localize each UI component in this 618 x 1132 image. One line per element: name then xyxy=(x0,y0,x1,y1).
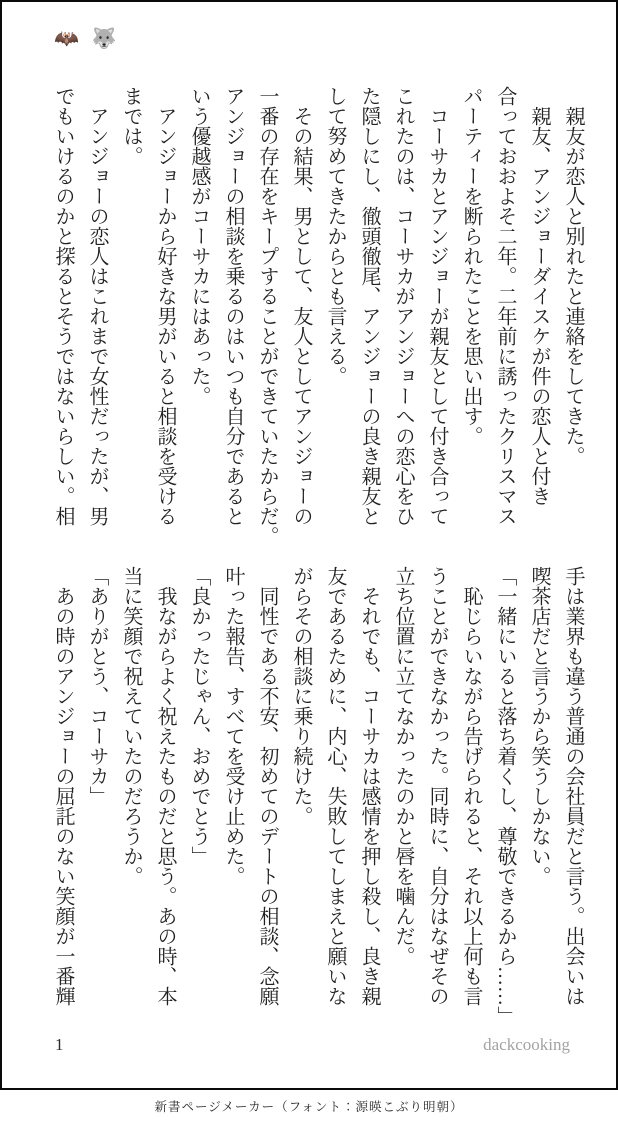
text-line: 叶った報告、すべてを受け止めた。 xyxy=(222,566,244,886)
text-line: がらその相談に乗り続けた。 xyxy=(290,566,312,826)
text-line: 手は業界も違う普通の会社員だと言う。出会いは xyxy=(562,566,584,1006)
text-line: 立ち位置に立てなかったのかと唇を噛んだ。 xyxy=(392,566,414,966)
author-credit: dackcooking xyxy=(483,1035,570,1054)
text-line: 当に笑顔で祝えていたのだろうか。 xyxy=(120,566,142,886)
text-line: 「一緒にいると落ち着くし、尊敬できるから……」 xyxy=(494,566,516,1026)
generator-caption: 新書ページメーカー（フォント：源暎こぶり明朝） xyxy=(154,1100,464,1114)
text-line: 合っておおよそ二年。二年前に誘ったクリスマス xyxy=(494,86,516,526)
text-line: これたのは、コーサカがアンジョーへの恋心をひ xyxy=(392,86,414,526)
text-line: アンジョーから好きな男がいると相談を受ける xyxy=(154,86,176,526)
text-line: それでも、コーサカは感情を押し殺し、良き親 xyxy=(358,566,380,1006)
page-number: 1 xyxy=(55,1035,64,1054)
text-line: パーティーを断られたことを思い出す。 xyxy=(460,86,482,446)
wolf-icon: 🐺 xyxy=(91,28,121,50)
text-line: その結果、男として、友人としてアンジョーの xyxy=(290,86,312,526)
text-line: でもいけるのかと探るとそうではないらしい。相 xyxy=(52,86,74,526)
text-line: までは。 xyxy=(120,86,142,166)
page-footer xyxy=(2,1035,618,1059)
text-line: た隠しにし、徹頭徹尾、アンジョーの良き親友と xyxy=(358,86,380,526)
text-line: コーサカとアンジョーが親友として付き合って xyxy=(426,86,448,526)
text-line: 我ながらよく祝えたものだと思う。あの時、本 xyxy=(154,566,176,1006)
text-line: 親友、アンジョーダイスケが件の恋人と付き xyxy=(528,86,550,506)
text-line: 同性である不安、初めてのデートの相談、念願 xyxy=(256,566,278,1006)
text-line: 親友が恋人と別れたと連絡をしてきた。 xyxy=(562,86,584,466)
text-line: アンジョーの相談を乗るのはいつも自分であると xyxy=(222,86,244,526)
vertical-text-block-1 xyxy=(46,86,590,548)
text-line: うことができなかった。同時に、自分はなぜその xyxy=(426,566,448,1006)
vertical-text-block-2 xyxy=(46,566,590,1028)
text-line: いう優越感がコーサカにはあった。 xyxy=(188,86,210,406)
text-line: 友であるために、内心、失敗してしまえと願いな xyxy=(324,566,346,1006)
text-line: 恥じらいながら告げられると、それ以上何も言 xyxy=(460,566,482,1006)
text-line: 喫茶店だと言うから笑うしかない。 xyxy=(528,566,550,886)
text-line: 「良かったじゃん、おめでとう」 xyxy=(188,566,210,866)
text-line: あの時のアンジョーの屈託のない笑顔が一番輝 xyxy=(52,566,74,1006)
header-icons xyxy=(54,26,121,51)
text-line: 「ありがとう、コーサカ」 xyxy=(86,566,108,806)
text-line: して努めてきたからとも言える。 xyxy=(324,86,346,386)
bat-icon: 🦇 xyxy=(54,28,83,50)
text-line: 一番の存在をキープすることができていたからだ。 xyxy=(256,86,278,546)
text-line: アンジョーの恋人はこれまで女性だったが、男 xyxy=(86,86,108,526)
